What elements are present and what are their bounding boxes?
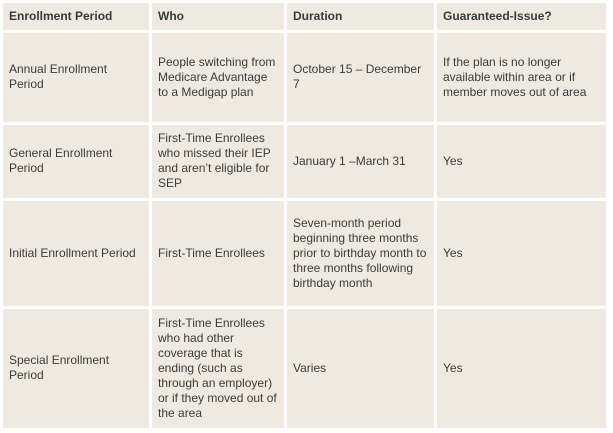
cell-period: Initial Enrollment Period — [3, 201, 149, 305]
cell-duration: January 1 –March 31 — [287, 125, 434, 199]
table-row — [3, 309, 606, 428]
table-row — [3, 125, 606, 199]
header-duration: Duration — [287, 3, 434, 30]
cell-guaranteed-issue: Yes — [437, 201, 606, 305]
cell-guaranteed-issue: If the plan is no longer available within area or if member moves out of area — [437, 33, 606, 122]
table-row — [3, 33, 606, 122]
cell-period: General Enrollment Period — [3, 125, 149, 199]
cell-duration: Seven-month period beginning three months prior to birthday month to three months following birthday month — [287, 201, 434, 305]
header-who: Who — [152, 3, 284, 30]
cell-duration: October 15 – December 7 — [287, 33, 434, 122]
cell-who: First-Time Enrollees who missed their IEP and aren’t eligible for SEP — [152, 125, 284, 199]
header-guaranteed-issue: Guaranteed-Issue? — [437, 3, 606, 30]
cell-who: First-Time Enrollees — [152, 201, 284, 305]
table-row — [3, 201, 606, 305]
header-enrollment-period: Enrollment Period — [3, 3, 149, 30]
cell-guaranteed-issue: Yes — [437, 309, 606, 428]
cell-duration: Varies — [287, 309, 434, 428]
cell-period: Special Enrollment Period — [3, 309, 149, 428]
cell-guaranteed-issue: Yes — [437, 125, 606, 199]
cell-period: Annual Enrollment Period — [3, 33, 149, 122]
cell-who: First-Time Enrollees who had other coverage that is ending (such as through an employer) or if they moved out of the area — [152, 309, 284, 428]
table-header-row — [3, 3, 606, 30]
cell-who: People switching from Medicare Advantage to a Medigap plan — [152, 33, 284, 122]
